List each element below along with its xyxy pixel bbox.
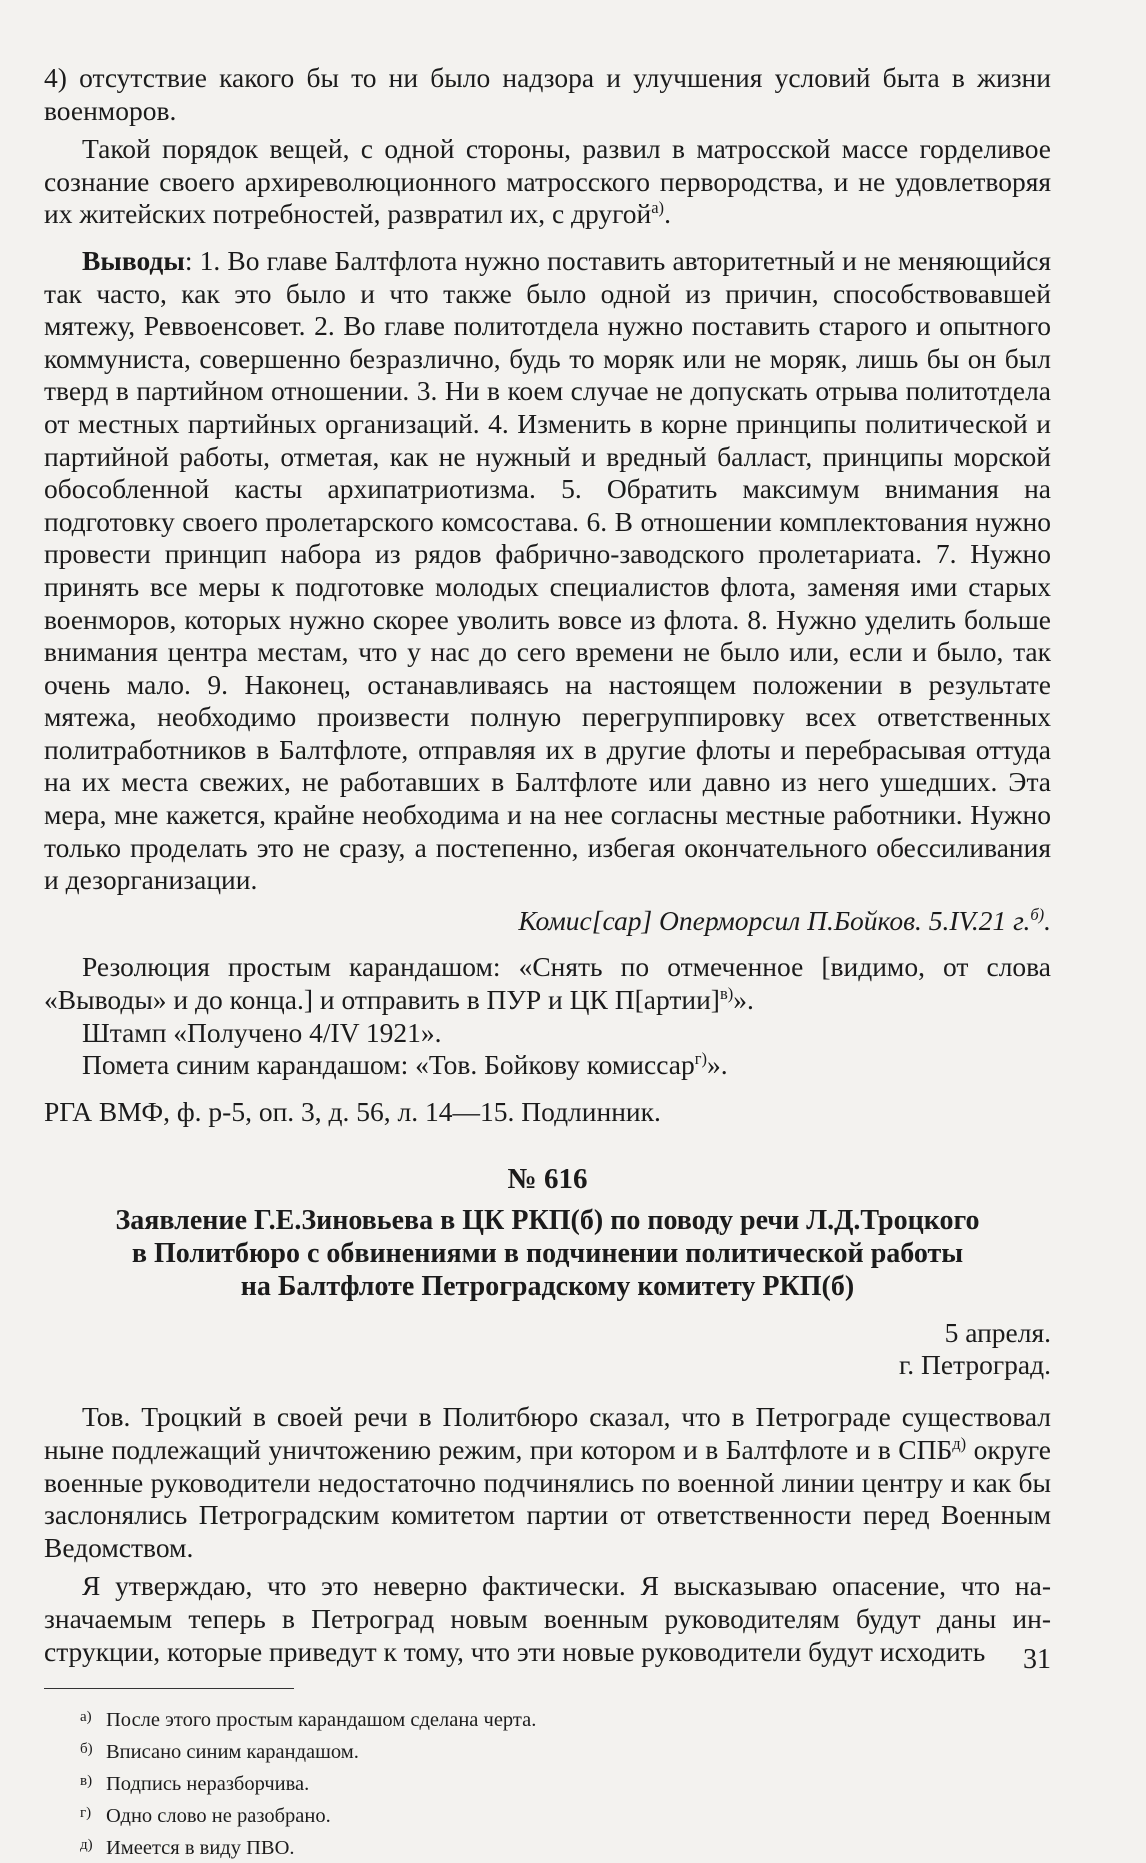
signature-text: Комис[сар] Оперморсил П.Бойков. 5.IV.21 г.	[518, 904, 1031, 936]
footnote-mark: в)	[80, 1773, 93, 1790]
footnote-text: Имеется в виду ПВО.	[106, 1837, 295, 1860]
document-title-line: на Балтфлоте Петроградскому комитету РКП(б)	[240, 1271, 855, 1303]
footnote-item	[44, 1767, 310, 1799]
conclusions-label: Выводы	[82, 244, 185, 276]
footnote-ref-a: а)	[651, 198, 665, 218]
paragraph-text: Тов. Троцкий в своей речи в Политбюро сказал, что в Петрограде существовал ныне подлежащий уничтожению режим, при котором и в Балтфлоте и в СПБ	[44, 1401, 1051, 1465]
footnote-text: Одно слово не разобрано.	[106, 1805, 331, 1828]
footnote-text: После этого простым карандашом сделана черта.	[106, 1709, 537, 1732]
footnote-text: Подпись неразборчива.	[106, 1773, 310, 1796]
document-title	[44, 1204, 1051, 1303]
date-place	[44, 1317, 1051, 1381]
footnote-ref-g: г)	[694, 1049, 707, 1069]
footnote-text: Вписано синим карандашом.	[106, 1741, 359, 1764]
footnote-item	[44, 1735, 359, 1767]
footnote-mark: б)	[80, 1741, 93, 1758]
footnote-ref-d: д)	[952, 1433, 967, 1453]
document-number: № 616	[507, 1163, 588, 1196]
paragraph-claim: Я утверждаю, что это неверно фактически. Я высказываю опасение, что назначаемым теперь в Петроград новым военным руководителям будут даны инструкции, которые приведут к тому, что эти новые руководители будут исходить	[44, 1570, 1051, 1667]
document-title-line: в Политбюро с обвинениями в подчинении политической работы	[131, 1238, 964, 1270]
pencil-note-end: ».	[707, 1049, 728, 1081]
footnote-ref-v: в)	[719, 983, 734, 1003]
page-number: 31	[1023, 1644, 1051, 1675]
stamp-note: Штамп «Получено 4/IV 1921».	[82, 1016, 442, 1048]
footnote-mark: г)	[80, 1805, 92, 1822]
footnote-item	[44, 1831, 294, 1863]
document-date: 5 апреля.	[944, 1317, 1051, 1349]
resolution-end: ».	[733, 984, 754, 1016]
footnote-mark: д)	[80, 1837, 93, 1854]
pencil-note-text: Помета синим карандашом: «Тов. Бойкову комиссар	[82, 1049, 695, 1081]
footnote-item	[44, 1799, 331, 1831]
footnote-item	[44, 1703, 537, 1735]
document-place: г. Петроград.	[899, 1349, 1051, 1381]
pencil-note	[44, 1049, 1051, 1082]
paragraph-item-4: 4) отсутствие какого бы то ни было надзора и улучшения условий быта в жизни военморов.	[44, 62, 1051, 126]
resolution-note	[44, 951, 1051, 1016]
document-title-line: Заявление Г.Е.Зиновьева в ЦК РКП(б) по поводу речи Л.Д.Троцкого	[115, 1205, 980, 1237]
paragraph-text: Такой порядок вещей, с одной стороны, развил в матросской массе горделивое сознание своего архиреволюционного матросского первородства, и не удовлетворяя их житейских потребностей, развратил их, с другой	[44, 133, 1051, 230]
footnote-mark: а)	[80, 1709, 92, 1726]
paragraph-trotsky-speech	[44, 1401, 1051, 1564]
resolution-text: Резолюция простым карандашом: «Снять по отмеченное [видимо, от слова «Выводы» и до конца.] и отправить в ПУР и ЦК П[артии]	[44, 951, 1051, 1016]
footnotes-section	[44, 1688, 537, 1863]
conclusions-text: : 1. Во главе Балтфлота нужно поставить авторитетный и не меняющийся так часто, как это было и что также было одной из причин, способствовавшей мятежу, Реввоенсовет. 2. Во главе политотдела нужно поставить старого и опытного коммуниста, совершенно безразлично, будь то моряк или не моряк, лишь бы он был тверд в партийном отношении. 3. Ни в коем случае не допускать отрыва политотдела от местных партийных организаций. 4. Изменить в корне принципы политической и партийной работы, отметая, как не нужный и вредный балласт, принципы морской обособленной касты архипатриотизма. 5. Обратить максимум внимания на подготовку своего пролетарского комсостава. 6. В отношении комплектования нужно провести принцип набора из рядов фабрично-заводского пролетариата. 7. Нужно принять все меры к подготовке молодых специалистов флота, заменяя ими старых военморов, которых нужно скорее уволить вовсе из флота. 8. Нужно уделить больше внимания центра местам, что у нас до сего времени не было или, если и было, так очень мало. 9. Наконец, останавливаясь на настоящем положении в результате мятежа, необходимо произвести полную перегруппировку всех ответственных политработников в Балтфлоте, отправляя их в другие флоты и перебрасывая оттуда на их места свежих, не работавших в Балтфлоте или давно из него ушедших. Эта мера, мне кажется, крайне необходима и на нее согласны местные работники. Нужно только проделать это не сразу, а постепенно, избегая окончательного обессиливания и дезорганизации.	[44, 244, 1051, 896]
paragraph-text: округе военные руководители недостаточно подчинялись по военной линии центру и как бы заслонялись Петроградским комитетом партии от ответственности перед Военным Ведомством.	[44, 1434, 1051, 1563]
archive-reference: РГА ВМФ, ф. р-5, оп. 3, д. 56, л. 14—15. Подлинник.	[44, 1095, 661, 1127]
paragraph-conclusions	[44, 245, 1051, 897]
footnote-ref-b: б)	[1030, 904, 1045, 924]
paragraph-order-of-things: Такой порядок вещей, с одной стороны, развил в матросской массе горделивое сознание своего архиреволюционного матросского первородства, и не удовлетворяя их житейских потребностей, развратил их, с другой$^{а)}$.	[44, 133, 1051, 230]
signature: Комис[сар] Оперморсил П.Бойков. 5.IV.21 г.$^{б)}$.	[518, 904, 1051, 936]
